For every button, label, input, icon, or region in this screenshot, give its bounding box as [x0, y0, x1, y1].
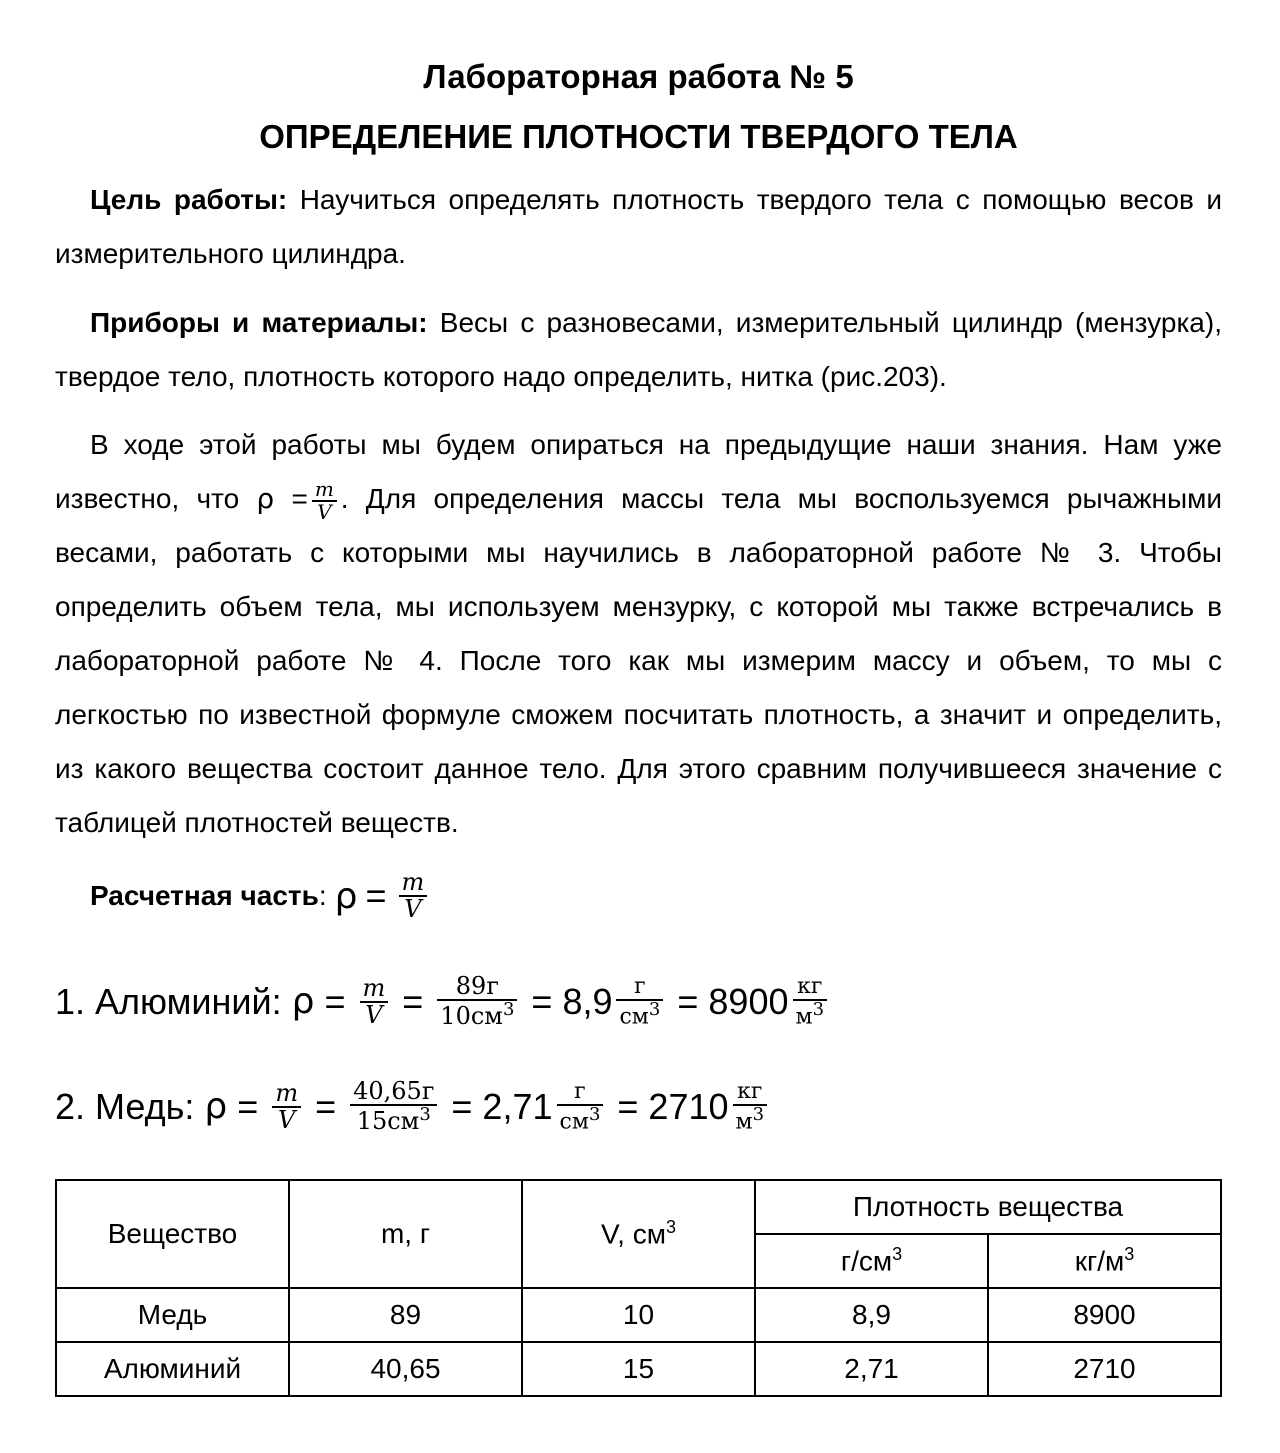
calc-prefix: 2. Медь:	[55, 1085, 195, 1127]
table-header-row	[56, 1180, 1221, 1234]
mass-value: 89г	[437, 974, 517, 1001]
calc-header	[90, 870, 431, 922]
main-paragraph	[55, 418, 1222, 850]
mass-symbol: m	[360, 976, 389, 1003]
rho-symbol: ρ	[204, 1086, 228, 1128]
unit-gcm: $\frac{г}{см^3}$	[557, 1080, 604, 1133]
main-text-before: В ходе этой работы мы будем опираться на предыдущие наши знания. Нам уже известно, что	[55, 429, 1222, 514]
values-fraction	[350, 1079, 437, 1134]
volume-symbol: V	[404, 895, 422, 924]
equals-sign: =	[237, 1085, 259, 1127]
volume-symbol: V	[278, 1105, 296, 1134]
equals-sign: =	[324, 980, 346, 1022]
goal-label: Цель работы:	[90, 184, 288, 215]
header-volume: V, $см^3$	[522, 1180, 755, 1288]
volume-symbol: V	[365, 1000, 383, 1029]
goal-paragraph	[55, 173, 1222, 281]
table-row	[56, 1288, 1221, 1342]
calculation-aluminium	[55, 974, 831, 1029]
mass-symbol: m	[272, 1081, 301, 1108]
density-fraction	[312, 476, 337, 524]
unit-kgm: $\frac{кг}{м^3}$	[793, 975, 828, 1028]
unit-gcm: $\frac{г}{см^3}$	[616, 975, 663, 1028]
cell-substance: Медь	[56, 1288, 289, 1342]
cell-kgm: 2710	[988, 1342, 1221, 1396]
header-gcm: $г/см^3$	[755, 1234, 988, 1288]
cell-substance: Алюминий	[56, 1342, 289, 1396]
density-fraction	[272, 1078, 301, 1134]
tools-paragraph	[55, 296, 1222, 404]
mass-symbol: m	[399, 870, 428, 897]
cell-gcm: 2,71	[755, 1342, 988, 1396]
calc-prefix: 1. Алюминий:	[55, 980, 282, 1022]
density-fraction	[399, 870, 428, 922]
header-substance: Вещество	[56, 1180, 289, 1288]
mass-symbol: m	[312, 479, 337, 502]
tools-text: Весы с разновесами, измерительный цилиндр (мензурка), твердое тело, плотность которого надо определить, нитка (рис.203).	[55, 307, 1222, 392]
rho-symbol: ρ	[334, 875, 358, 917]
equals-sign: =	[531, 980, 553, 1022]
cell-volume: 10	[522, 1288, 755, 1342]
calculation-copper	[55, 1079, 771, 1134]
calc-label: Расчетная часть	[90, 880, 319, 912]
rho-symbol: ρ	[291, 981, 315, 1023]
mass-value: 40,65г	[350, 1079, 437, 1106]
tools-label: Приборы и материалы:	[90, 307, 428, 338]
page-title: Лабораторная работа № 5	[423, 58, 854, 95]
values-fraction	[437, 974, 517, 1029]
equals-sign: =	[365, 875, 387, 917]
table-row	[56, 1342, 1221, 1396]
density-table	[55, 1179, 1222, 1397]
header-kgm: $кг/м^3$	[988, 1234, 1221, 1288]
cell-mass: 89	[289, 1288, 522, 1342]
cell-kgm: 8900	[988, 1288, 1221, 1342]
cell-mass: 40,65	[289, 1342, 522, 1396]
cell-volume: 15	[522, 1342, 755, 1396]
density-fraction	[360, 973, 389, 1029]
volume-symbol: V	[317, 499, 332, 524]
equals-sign: =	[291, 483, 308, 514]
equals-sign: =	[451, 1085, 473, 1127]
volume-value: $10см^3$	[440, 999, 515, 1031]
equals-sign: =	[402, 980, 424, 1022]
density-kgm-value: 2710	[648, 1085, 729, 1127]
main-text-after: . Для определения массы тела мы воспользуемся рычажными весами, работать с которыми мы научились в лабораторной работе № 3. Чтобы определить объем тела, мы используем мензурку, с которой мы также встречались в лабораторной работе № 4. После того как мы измерим массу и объем, то мы с легкостью по известной формуле сможем посчитать плотность, а значит и определить, из какого вещества состоит данное тело. Для этого сравним получившееся значение с таблицей плотностей веществ.	[55, 483, 1222, 838]
density-kgm-value: 8900	[708, 980, 789, 1022]
cell-gcm: 8,9	[755, 1288, 988, 1342]
equals-sign: =	[677, 980, 699, 1022]
rho-symbol: ρ	[256, 482, 275, 515]
equals-sign: =	[617, 1085, 639, 1127]
equals-sign: =	[315, 1085, 337, 1127]
density-gcm-value: 8,9	[562, 980, 613, 1022]
header-mass: m, г	[289, 1180, 522, 1288]
goal-text: Научиться определять плотность твердого тела с помощью весов и измерительного цилиндра.	[55, 184, 1222, 269]
volume-value: $15см^3$	[356, 1104, 431, 1136]
calc-colon: :	[318, 880, 327, 912]
page-subtitle: ОПРЕДЕЛЕНИЕ ПЛОТНОСТИ ТВЕРДОГО ТЕЛА	[259, 118, 1018, 155]
unit-kgm: $\frac{кг}{м^3}$	[733, 1080, 768, 1133]
header-density: Плотность вещества	[755, 1180, 1221, 1234]
density-gcm-value: 2,71	[482, 1085, 553, 1127]
